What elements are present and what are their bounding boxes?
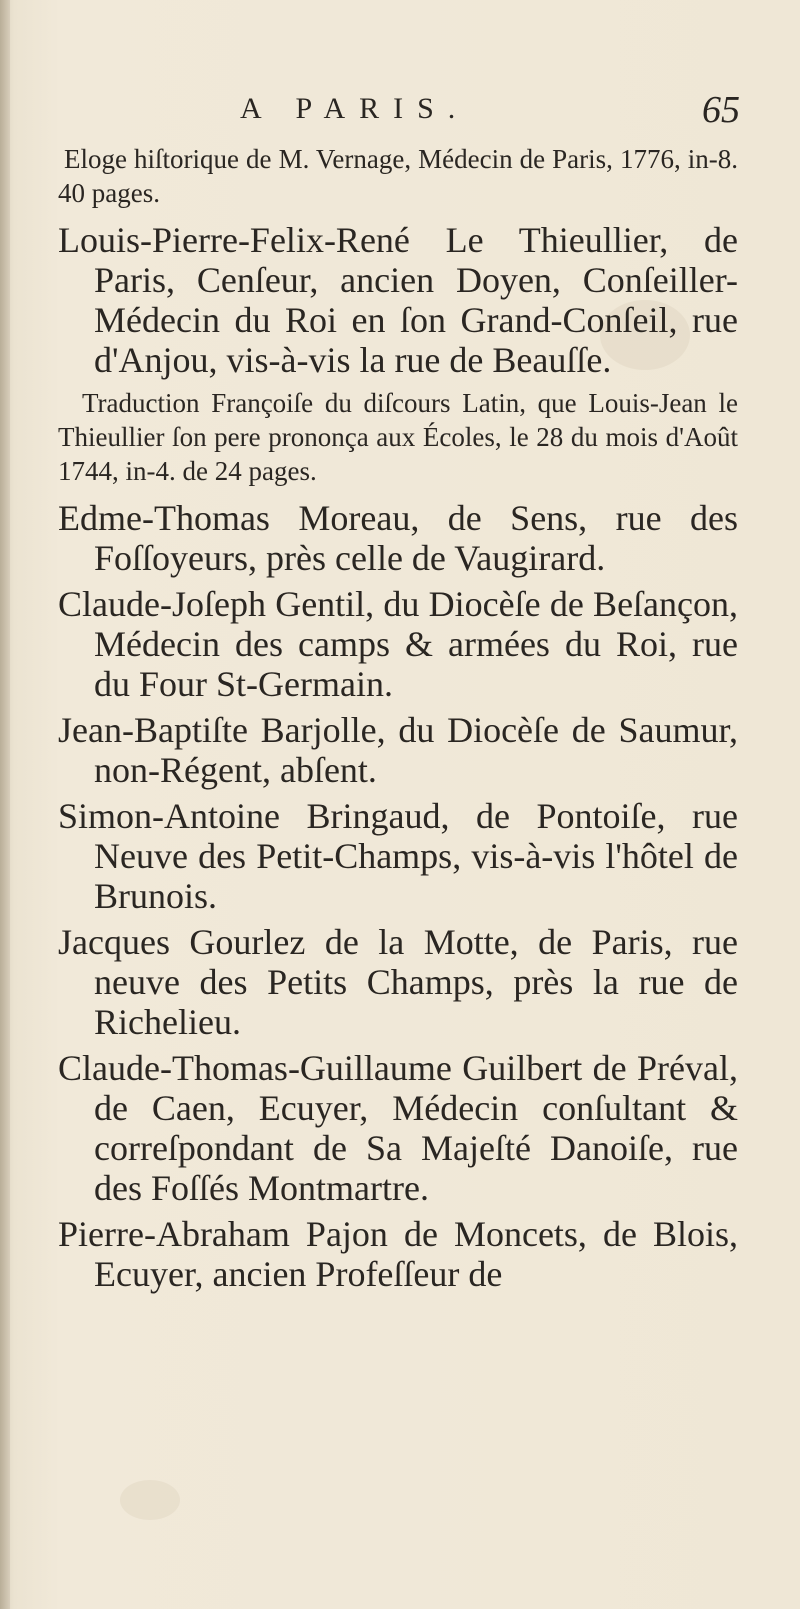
page-number: 65: [702, 89, 740, 131]
entry-paragraph: Jean-Baptiſte Barjolle, du Diocèſe de Saumur, non-Régent, abſent.: [58, 710, 738, 790]
entry-paragraph: Simon-Antoine Bringaud, de Pontoiſe, rue Neuve des Petit-Champs, vis-à-vis l'hôtel de Brunois.: [58, 796, 738, 916]
entry-paragraph: Jacques Gourlez de la Motte, de Paris, rue neuve des Petits Champs, près la rue de Richelieu.: [58, 922, 738, 1042]
entry-paragraph: Edme-Thomas Moreau, de Sens, rue des Foſſoyeurs, près celle de Vaugirard.: [58, 498, 738, 578]
page-text: [58, 142, 738, 1300]
entry-paragraph: Pierre-Abraham Pajon de Moncets, de Blois, Ecuyer, ancien Profeſſeur de: [58, 1214, 738, 1294]
page-gutter: [0, 0, 10, 1609]
entry-paragraph: Claude-Thomas-Guillaume Guilbert de Préval, de Caen, Ecuyer, Médecin conſultant & correſpondant de Sa Majeſté Danoiſe, rue des Foſſés Montmartre.: [58, 1048, 738, 1208]
entry-paragraph: Claude-Joſeph Gentil, du Diocèſe de Beſançon, Médecin des camps & armées du Roi, rue du Four St-Germain.: [58, 584, 738, 704]
paper-stain: [120, 1480, 180, 1520]
running-title: A PARIS.: [240, 92, 470, 125]
note-paragraph: Eloge hiſtorique de M. Vernage, Médecin de Paris, 1776, in-8. 40 pages.: [58, 144, 738, 208]
note-paragraph: Traduction Françoiſe du diſcours Latin, que Louis-Jean le Thieullier ſon pere prononça aux Écoles, le 28 du mois d'Août 1744, in-4. de 24 pages.: [58, 388, 738, 486]
entry-paragraph: Louis-Pierre-Felix-René Le Thieullier, de Paris, Cenſeur, ancien Doyen, Conſeiller-Médecin du Roi en ſon Grand-Conſeil, rue d'Anjou, vis-à-vis la rue de Beauſſe.: [58, 220, 738, 380]
